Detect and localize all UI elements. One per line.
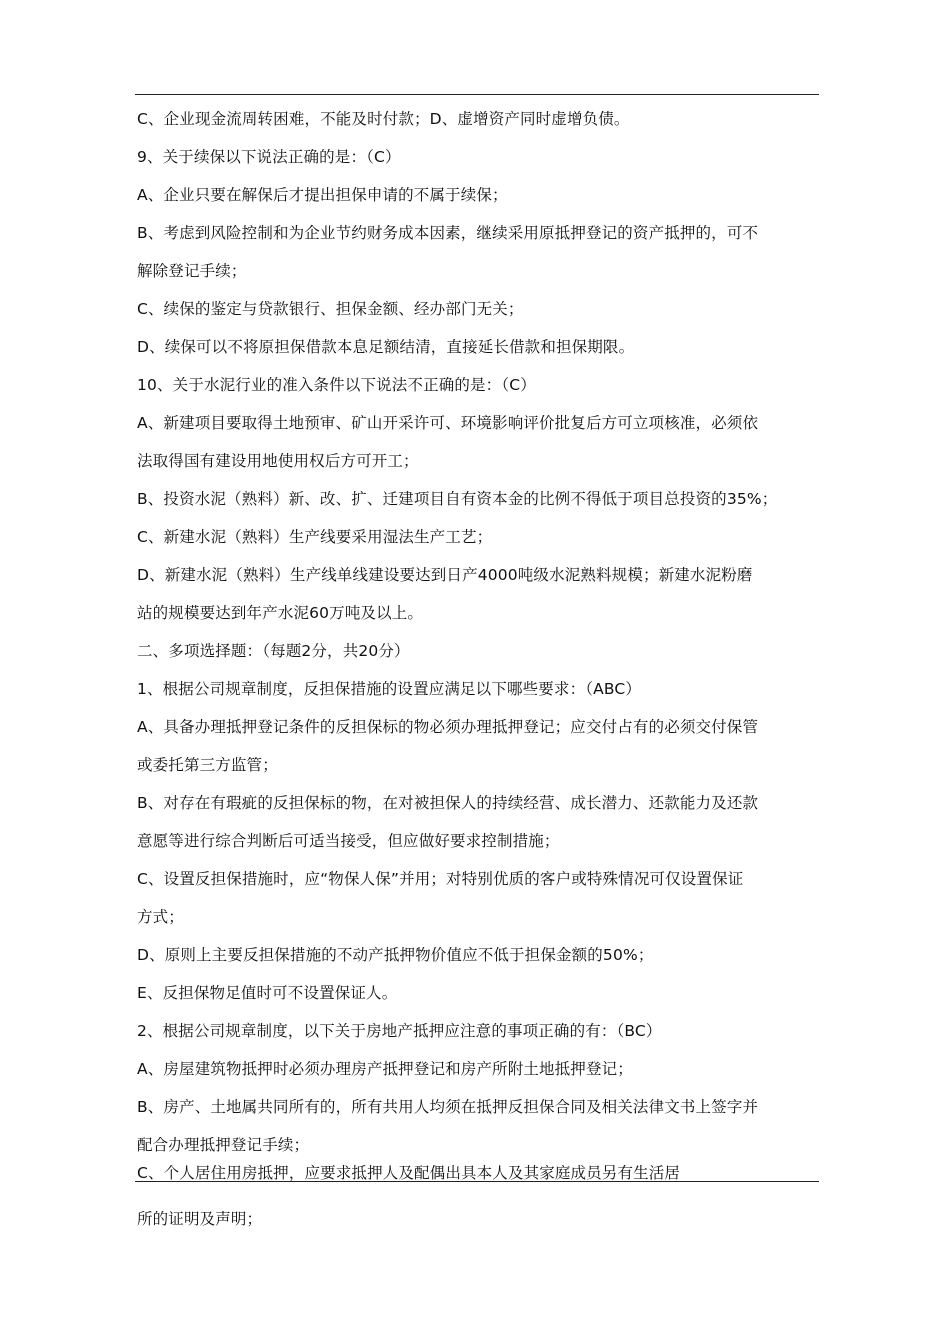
option-line-continued: 所的证明及声明； [137,1210,263,1228]
option-line: A、具备办理抵押登记条件的反担保标的物必须办理抵押登记；应交付占有的必须交付保管 [137,718,759,736]
question-line: 9、关于续保以下说法正确的是：（C） [137,148,401,166]
option-line-continued: 解除登记手续； [137,262,247,280]
option-line-continued: 站的规模要达到年产水泥60万吨及以上。 [137,604,424,622]
text-line: C、企业现金流周转困难，不能及时付款；D、虚增资产同时虚增负债。 [137,110,630,128]
option-line: D、原则上主要反担保措施的不动产抵押物价值应不低于担保金额的50%； [137,946,654,964]
option-line-continued: 方式； [137,908,184,926]
section-heading: 二、多项选择题：（每题2分，共20分） [137,642,410,660]
option-line: A、企业只要在解保后才提出担保申请的不属于续保； [137,186,508,204]
option-line: D、新建水泥（熟料）生产线单线建设要达到日产4000吨级水泥熟料规模；新建水泥粉磨 [137,566,753,584]
option-line: C、个人居住用房抵押，应要求抵押人及配偶出具本人及其家庭成员另有生活居 [137,1164,681,1182]
option-line-continued: 意愿等进行综合判断后可适当接受，但应做好要求控制措施； [137,832,560,850]
option-line-continued: 配合办理抵押登记手续； [137,1136,310,1154]
question-line: 2、根据公司规章制度，以下关于房地产抵押应注意的事项正确的有：（BC） [137,1022,662,1040]
option-line: E、反担保物足值时可不设置保证人。 [137,984,398,1002]
option-line: B、考虑到风险控制和为企业节约财务成本因素，继续采用原抵押登记的资产抵押的，可不 [137,224,759,242]
option-line-continued: 或委托第三方监管； [137,756,278,774]
option-line: C、新建水泥（熟料）生产线要采用湿法生产工艺； [137,528,493,546]
option-line: A、新建项目要取得土地预审、矿山开采许可、环境影响评价批复后方可立项核准，必须依 [137,414,759,432]
option-line: B、对存在有瑕疵的反担保标的物，在对被担保人的持续经营、成长潜力、还款能力及还款 [137,794,759,812]
option-line: C、续保的鉴定与贷款银行、担保金额、经办部门无关； [137,300,524,318]
header-rule [135,94,819,95]
question-line: 1、根据公司规章制度，反担保措施的设置应满足以下哪些要求：（ABC） [137,680,642,698]
option-line: A、房屋建筑物抵押时必须办理房产抵押登记和房产所附土地抵押登记； [137,1060,633,1078]
question-line: 10、关于水泥行业的准入条件以下说法不正确的是：（C） [137,376,536,394]
option-line: B、投资水泥（熟料）新、改、扩、迁建项目自有资本金的比例不得低于项目总投资的35%； [137,490,778,508]
option-line: D、续保可以不将原担保借款本息足额结清，直接延长借款和担保期限。 [137,338,635,356]
option-line: C、设置反担保措施时，应“物保人保”并用；对特别优质的客户或特殊情况可仅设置保证 [137,870,744,888]
option-line-continued: 法取得国有建设用地使用权后方可开工； [137,452,419,470]
option-line: B、房产、土地属共同所有的，所有共用人均须在抵押反担保合同及相关法律文书上签字并 [137,1098,759,1116]
